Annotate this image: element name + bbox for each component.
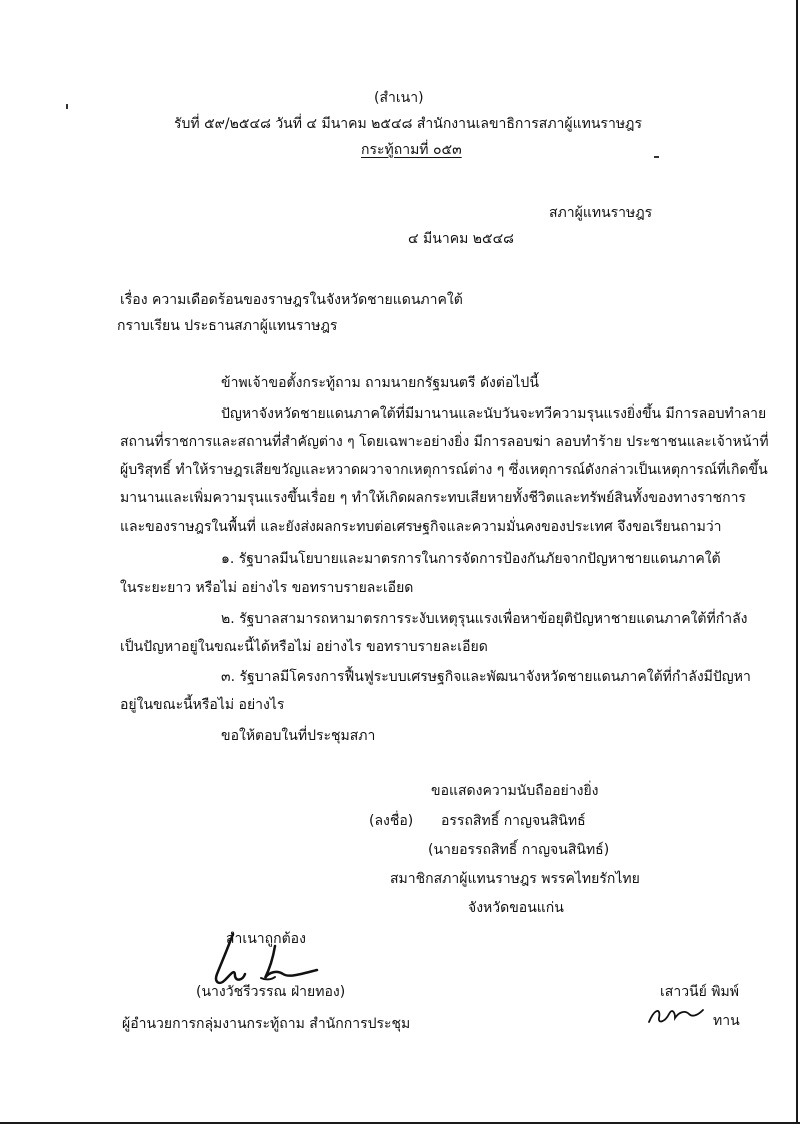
question-item: ๑. รัฐบาลมีนโยบายและมาตรการในการจัดการป้องกันภัยจากปัญหาชายแดนภาคใต้	[221, 551, 721, 567]
question-item: ๒. รัฐบาลสามารถหามาตรการระงับเหตุรุนแรงเพื่อหาข้อยุติปัญหาชายแดนภาคใต้ที่กำลัง	[221, 611, 748, 627]
scan-edge-right	[796, 0, 798, 1124]
salutation: กราบเรียน ประธานสภาผู้แทนราษฎร	[117, 318, 338, 334]
paragraph-line: ปัญหาจังหวัดชายแดนภาคใต้ที่มีมานานและนับวันจะทวีความรุนแรงยิ่งขึ้น มีการลอบทำลาย	[221, 406, 767, 422]
certifier-name: (นางวัชรีวรรณ ฝ่ายทอง)	[196, 984, 346, 1000]
opening-line: ข้าพเจ้าขอตั้งกระทู้ถาม ถามนายกรัฐมนตรี ดังต่อไปนี้	[221, 375, 539, 391]
scan-speck	[66, 104, 68, 109]
question-item: ๓. รัฐบาลมีโครงการฟื้นฟูระบบเศรษฐกิจและพัฒนาจังหวัดชายแดนภาคใต้ที่กำลังมีปัญหา	[221, 669, 751, 685]
signed-name: อรรถสิทธิ์ กาญจนสินิทธ์	[441, 813, 586, 829]
regards: ขอแสดงความนับถืออย่างยิ่ง	[431, 783, 599, 799]
copy-label: (สำเนา)	[374, 90, 424, 106]
scan-speck	[654, 156, 659, 158]
signer-province: จังหวัดขอนแก่น	[468, 900, 564, 916]
checked-label: ทาน	[713, 1013, 740, 1029]
subject-line: เรื่อง ความเดือดร้อนของราษฎรในจังหวัดชายแดนภาคใต้	[120, 292, 463, 308]
received-line: รับที่ ๕๙/๒๕๔๘ วันที่ ๔ มีนาคม ๒๕๔๘ สำนักงานเลขาธิการสภาผู้แทนราษฎร	[174, 116, 642, 132]
question-item-continued: เป็นปัญหาอยู่ในขณะนี้ได้หรือไม่ อย่างไร ขอทราบรายละเอียด	[120, 639, 488, 655]
question-item-continued: อยู่ในขณะนี้หรือไม่ อย่างไร	[120, 697, 285, 713]
document-date: ๔ มีนาคม ๒๕๔๘	[408, 231, 514, 247]
certified-copy-label: สำเนาถูกต้อง	[226, 931, 306, 947]
signer-full-name: (นายอรรถสิทธิ์ กาญจนสินิทธ์)	[428, 842, 610, 858]
typist-line: เสาวนีย์ พิมพ์	[660, 984, 739, 1000]
paragraph-line: และของราษฎรในพื้นที่ และยังส่งผลกระทบต่อเศรษฐกิจและความมั่นคงของประเทศ จึงขอเรียนถามว่า	[120, 519, 722, 535]
checker-initials	[645, 1004, 707, 1028]
certifier-title: ผู้อำนวยการกลุ่มงานกระทู้ถาม สำนักการประชุม	[122, 1016, 411, 1032]
handwritten-signature	[205, 930, 335, 988]
paragraph-line: สถานที่ราชการและสถานที่สำคัญต่าง ๆ โดยเฉพาะอย่างยิ่ง มีการลอบฆ่า ลอบทำร้าย ประชาชนและเจ้าหน้าที่	[120, 434, 769, 450]
closing-request: ขอให้ตอบในที่ประชุมสภา	[221, 728, 376, 744]
paragraph-line: ผู้บริสุทธิ์ ทำให้ราษฎรเสียขวัญและหวาดผวาจากเหตุการณ์ต่าง ๆ ซึ่งเหตุการณ์ดังกล่าวเป็นเหตุการณ์ที่เกิดขึ้น	[120, 462, 768, 478]
question-item-continued: ในระยะยาว หรือไม่ อย่างไร ขอทราบรายละเอียด	[120, 580, 414, 596]
signer-position: สมาชิกสภาผู้แทนราษฎร พรรคไทยรักไทย	[390, 871, 640, 887]
signed-prefix: (ลงชื่อ)	[369, 813, 414, 829]
question-number: กระทู้ถามที่ ๐๕๓	[361, 142, 462, 158]
paragraph-line: มานานและเพิ่มความรุนแรงขึ้นเรื่อย ๆ ทำให้เกิดผลกระทบเสียหายทั้งชีวิตและทรัพย์สินทั้งของทางราชการ	[120, 490, 746, 506]
place: สภาผู้แทนราษฎร	[549, 205, 653, 221]
